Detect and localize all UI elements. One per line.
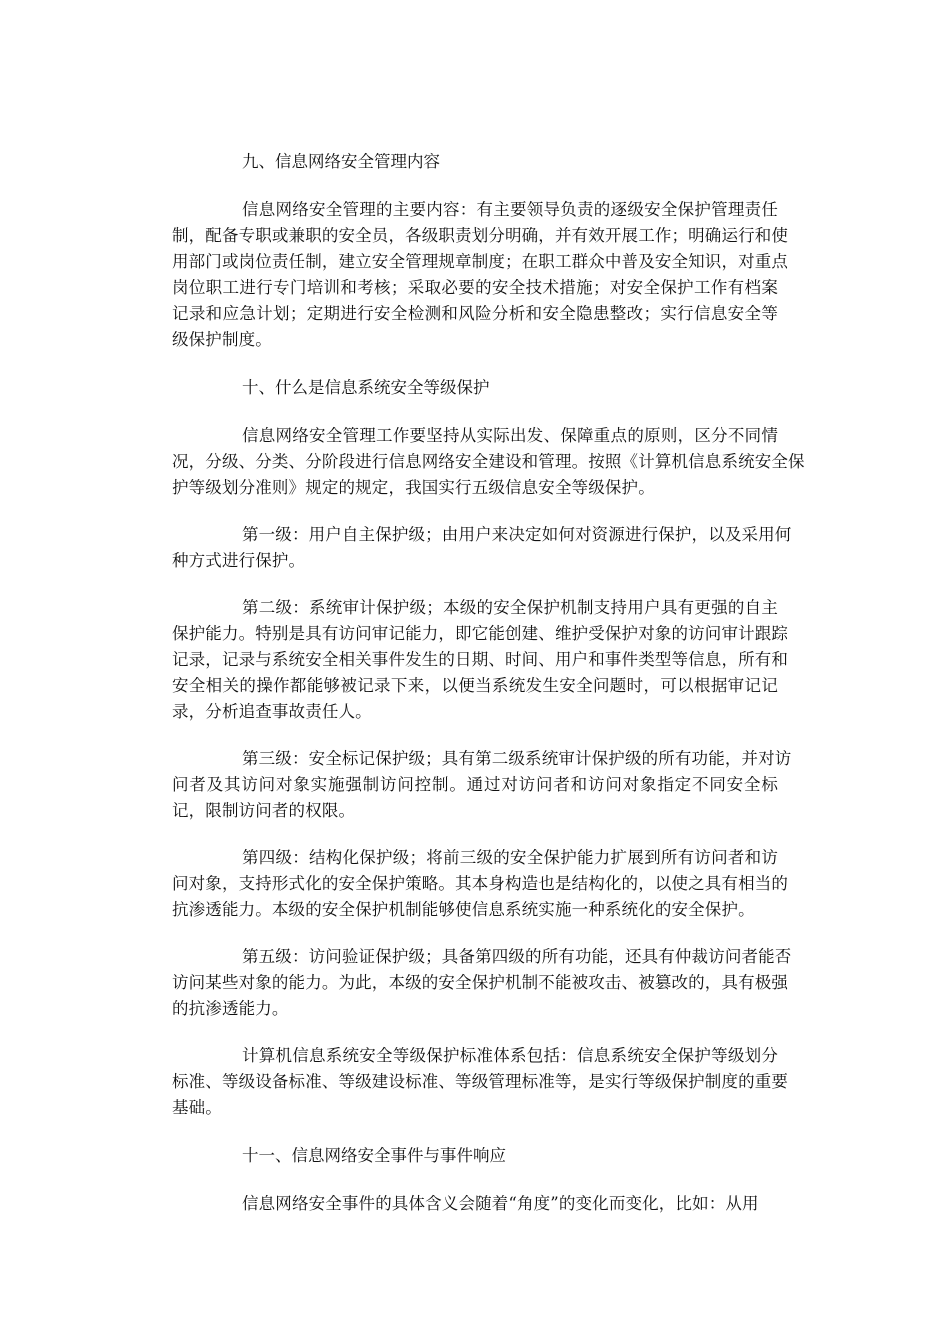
paragraph-line: 基础。 (172, 1098, 222, 1117)
level-5-paragraph (172, 944, 792, 1022)
paragraph-line: 第一级：用户自主保护级；由用户来决定如何对资源进行保护，以及采用何 (242, 525, 792, 544)
paragraph-line: 标准、等级设备标准、等级建设标准、等级管理标准等，是实行等级保护制度的重要 (172, 1072, 789, 1091)
paragraph-line: 的抗渗透能力。 (172, 999, 289, 1018)
paragraph-line: 况，分级、分类、分阶段进行信息网络安全建设和管理。按照《计算机信息系统安全保 (172, 452, 805, 471)
paragraph-line: 问对象，支持形式化的安全保护策略。其本身构造也是结构化的，以使之具有相当的 (172, 874, 789, 893)
standards-paragraph (172, 1043, 789, 1121)
paragraph-line: 记录和应急计划；定期进行安全检测和风险分析和安全隐患整改；实行信息安全等 (172, 304, 778, 323)
paragraph-line: 第三级：安全标记保护级；具有第二级系统审计保护级的所有功能，并对访 (242, 749, 792, 768)
paragraph-line: 信息网络安全管理工作要坚持从实际出发、保障重点的原则，区分不同情 (242, 426, 778, 445)
section-10-heading (172, 374, 778, 402)
paragraph-line: 记，限制访问者的权限。 (172, 801, 356, 820)
section-9-heading (172, 148, 778, 176)
section-11-heading (172, 1142, 778, 1170)
level-2-paragraph (172, 595, 789, 725)
paragraph-line: 制，配备专职或兼职的安全员，各级职责划分明确，并有效开展工作；明确运行和使 (172, 226, 789, 245)
paragraph-line: 记录，记录与系统安全相关事件发生的日期、时间、用户和事件类型等信息，所有和 (172, 650, 789, 669)
level-1-paragraph (172, 522, 792, 574)
level-4-paragraph (172, 845, 789, 923)
section-10-intro-paragraph (172, 423, 805, 501)
paragraph-line: 第五级：访问验证保护级；具备第四级的所有功能，还具有仲裁访问者能否 (242, 947, 792, 966)
paragraph-line: 岗位职工进行专门培训和考核；采取必要的安全技术措施；对安全保护工作有档案 (172, 278, 778, 297)
paragraph-line: 计算机信息系统安全等级保护标准体系包括：信息系统安全保护等级划分 (242, 1046, 778, 1065)
paragraph-line: 录，分析追查事故责任人。 (172, 702, 372, 721)
paragraph-line: 用部门或岗位责任制，建立安全管理规章制度；在职工群众中普及安全知识，对重点 (172, 252, 789, 271)
section-11-paragraph (172, 1191, 778, 1217)
paragraph-line: 种方式进行保护。 (172, 551, 306, 570)
paragraph-line: 信息网络安全事件的具体含义会随着“角度”的变化而变化，比如：从用 (242, 1194, 759, 1213)
document-body (172, 148, 805, 1238)
heading-text: 九、信息网络安全管理内容 (242, 152, 440, 171)
heading-text: 十一、信息网络安全事件与事件响应 (242, 1146, 506, 1165)
paragraph-line: 保护能力。特别是具有访问审记能力，即它能创建、维护受保护对象的访问审计跟踪 (172, 624, 789, 643)
paragraph-line: 安全相关的操作都能够被记录下来，以便当系统发生安全问题时，可以根据审记记 (172, 676, 778, 695)
paragraph-line: 抗渗透能力。本级的安全保护机制能够使信息系统实施一种系统化的安全保护。 (172, 900, 755, 919)
paragraph-line: 级保护制度。 (172, 330, 272, 349)
heading-text: 十、什么是信息系统安全等级保护 (242, 378, 490, 397)
paragraph-line: 信息网络安全管理的主要内容：有主要领导负责的逐级安全保护管理责任 (242, 200, 778, 219)
paragraph-line: 第四级：结构化保护级；将前三级的安全保护能力扩展到所有访问者和访 (242, 848, 778, 867)
level-3-paragraph (172, 746, 792, 824)
paragraph-line: 第二级：系统审计保护级；本级的安全保护机制支持用户具有更强的自主 (242, 598, 778, 617)
paragraph-line: 访问某些对象的能力。为此，本级的安全保护机制不能被攻击、被篡改的，具有极强 (172, 973, 789, 992)
section-9-paragraph (172, 197, 789, 353)
paragraph-line: 问者及其访问对象实施强制访问控制。通过对访问者和访问对象指定不同安全标 (172, 775, 778, 794)
paragraph-line: 护等级划分准则》规定的规定，我国实行五级信息安全等级保护。 (172, 478, 655, 497)
